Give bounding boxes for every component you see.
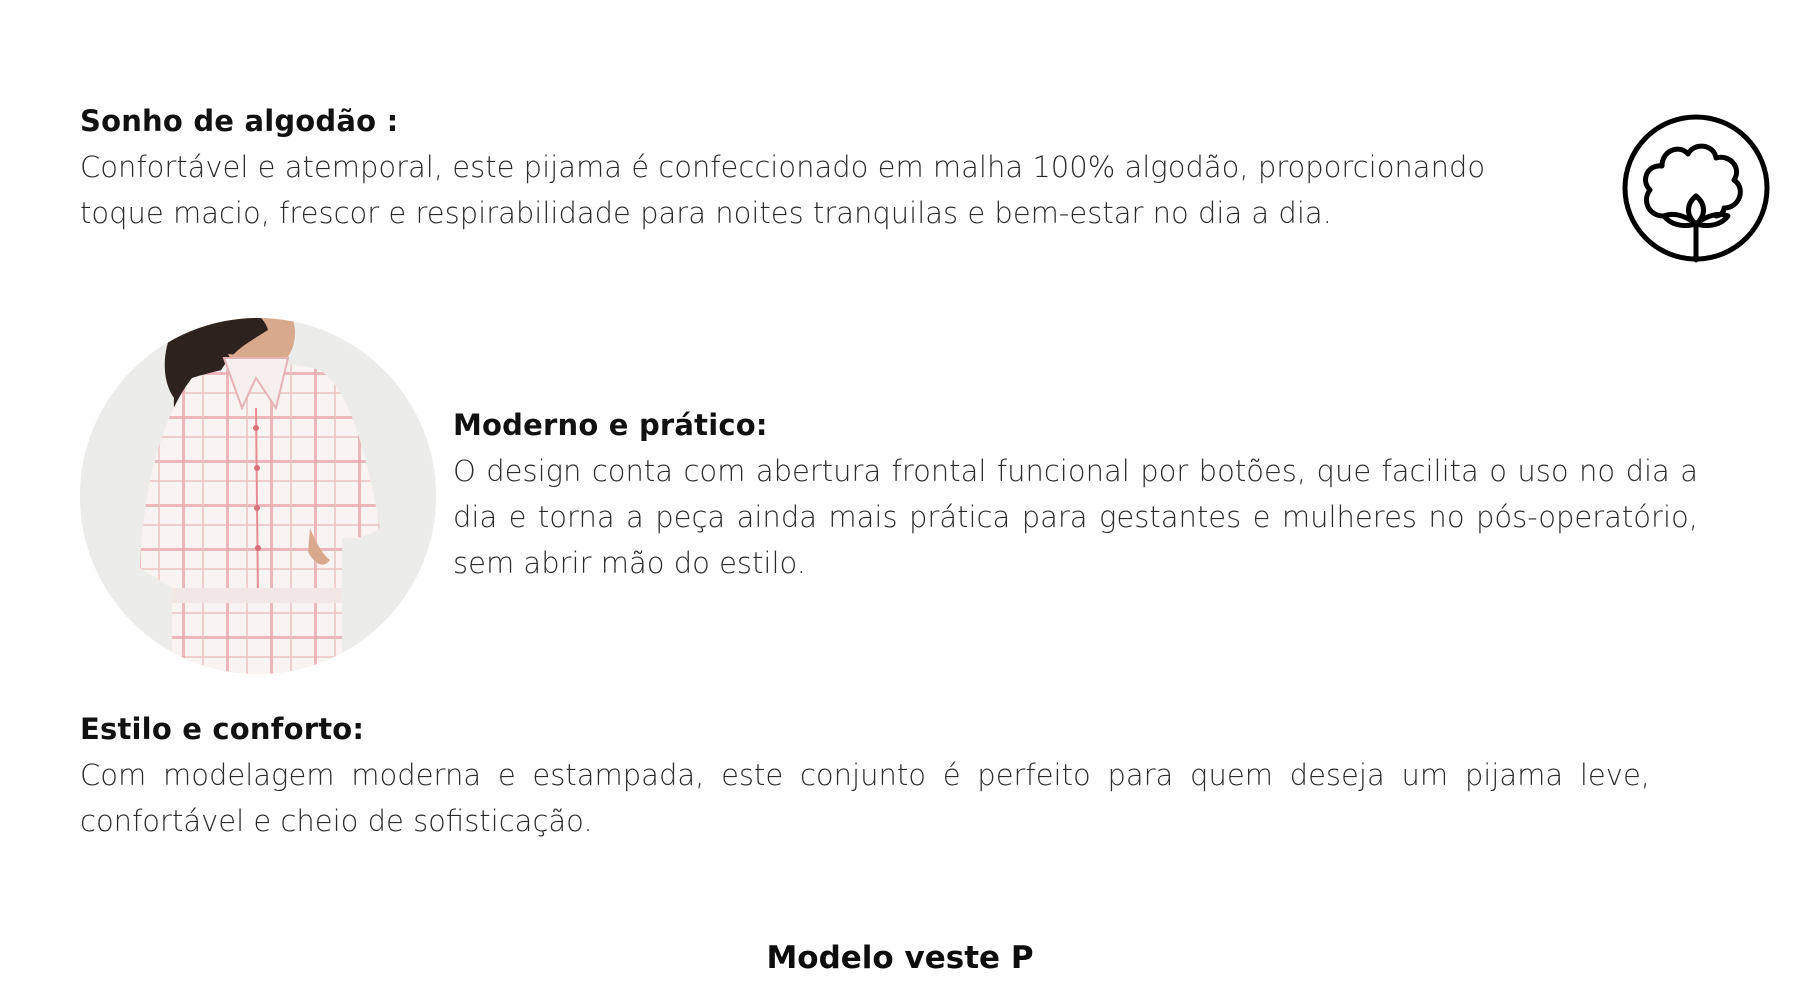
cotton-section: [80, 98, 1550, 236]
style-section: [80, 706, 1650, 844]
model-photo: [80, 318, 436, 674]
style-description: Com modelagem moderna e estampada, este conjunto é perfeito para quem deseja um pijama leve, confortável e cheio de sofisticação.: [80, 758, 1650, 838]
style-heading: Estilo e conforto:: [80, 712, 365, 746]
modern-heading: Moderno e prático:: [453, 408, 768, 442]
modern-description: O design conta com abertura frontal funcional por botões, que facilita o uso no dia a dia e torna a peça ainda mais prática para gestantes e mulheres no pós-operatório, sem abrir mão do estilo.: [453, 454, 1698, 580]
cotton-description: Confortável e atemporal, este pijama é confeccionado em malha 100% algodão, proporcionando toque macio, frescor e respirabilidade para noites tranquilas e bem-estar no dia a dia.: [80, 150, 1486, 230]
cotton-flower-icon: [1620, 112, 1772, 264]
modern-section: [453, 402, 1698, 586]
cotton-heading: Sonho de algodão :: [80, 104, 399, 138]
model-size-caption: Modelo veste P: [766, 940, 1034, 976]
